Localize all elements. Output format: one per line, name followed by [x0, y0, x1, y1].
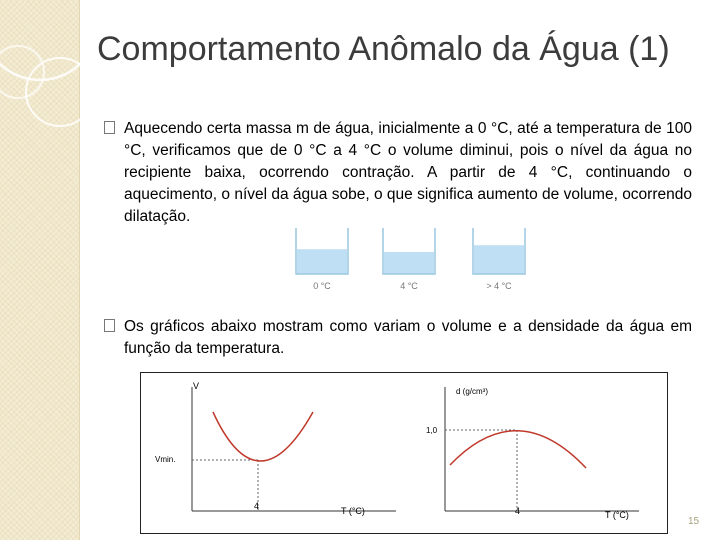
beaker-label-1: 4 °C — [400, 281, 418, 291]
beaker-water-1 — [384, 252, 434, 274]
beaker-water-0 — [297, 249, 347, 274]
beaker-label-2: > 4 °C — [486, 281, 512, 291]
volume-x-label: T (°C) — [341, 506, 365, 516]
paragraph-heating-text: Aquecendo certa massa m de água, inicialmente a 0 °C, até a temperatura de 100 °C, verificamos que de 0 °C a 4 °C o volume diminui, pois o nível da água no recipiente baixa, ocorrendo contração. A partir de 4 °C, continuando o aquecimento, o nível da água sobe, o que significa aumento de volume, ocorrendo dilatação. — [124, 120, 692, 225]
page-number: 15 — [688, 516, 700, 527]
paragraph-graphs — [104, 316, 692, 360]
slide-title: Comportamento Anômalo da Água (1) — [97, 30, 670, 68]
density-y-label: d (g/cm³) — [456, 387, 488, 396]
beaker-water-2 — [474, 245, 524, 274]
volume-curve — [213, 412, 313, 461]
density-y-tick: 1,0 — [426, 426, 438, 435]
density-x-tick: 4 — [515, 506, 521, 516]
checkbox-bullet-icon — [104, 319, 115, 332]
density-curve — [450, 431, 586, 468]
beakers-illustration — [288, 222, 538, 294]
volume-min-tick: Vmin. — [155, 455, 176, 464]
beaker-label-0: 0 °C — [313, 281, 331, 291]
volume-x-tick: 4 — [254, 501, 260, 511]
charts-frame — [140, 372, 668, 534]
paragraph-heating — [104, 118, 692, 228]
volume-y-label: V — [193, 381, 200, 391]
charts-svg — [141, 373, 667, 533]
density-x-label: T (°C) — [605, 510, 629, 520]
checkbox-bullet-icon — [104, 121, 115, 134]
paragraph-graphs-text: Os gráficos abaixo mostram como variam o volume e a densidade da água em função da temperatura. — [124, 318, 692, 357]
